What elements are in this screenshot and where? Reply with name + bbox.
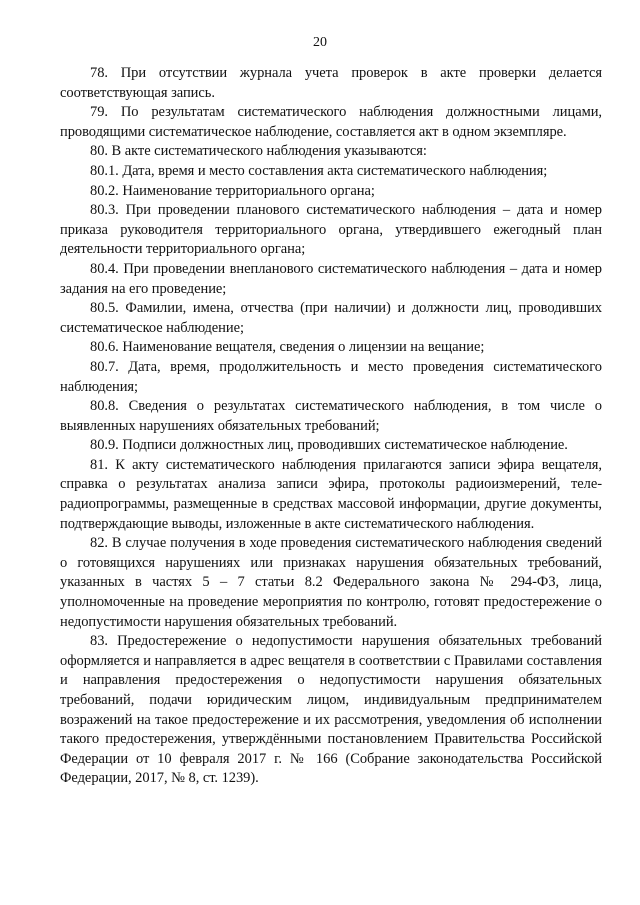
paragraph-80-3: 80.3. При проведении планового систематического наблюдения – дата и номер приказа руководителя территориального органа, утвердившего ежегодный план деятельности территориального органа; bbox=[60, 202, 602, 258]
paragraph-80-2: 80.2. Наименование территориального органа; bbox=[90, 182, 375, 199]
paragraph-80-9: 80.9. Подписи должностных лиц, проводивших систематическое наблюдение. bbox=[90, 437, 568, 454]
paragraph-80-7: 80.7. Дата, время, продолжительность и место проведения систематического наблюдения; bbox=[60, 358, 602, 395]
paragraph-80-1: 80.1. Дата, время и место составления акта систематического наблюдения; bbox=[90, 162, 548, 179]
paragraph-80-5: 80.5. Фамилии, имена, отчества (при наличии) и должности лиц, проводивших систематическое наблюдение; bbox=[60, 300, 602, 336]
paragraph-80-6: 80.6. Наименование вещателя, сведения о лицензии на вещание; bbox=[90, 339, 485, 356]
paragraph-81: 81. К акту систематического наблюдения прилагаются записи эфира вещателя, справка о результатах анализа записи эфира, протоколы радиоизмерений, теле-радиопрограммы, размещенные в средствах массовой информации, другие документы, подтверждающие выводы, изложенные в акте систематического наблюдения. bbox=[60, 456, 602, 532]
paragraph-80-8: 80.8. Сведения о результатах систематического наблюдения, в том числе о выявленных нарушениях обязательных требований; bbox=[60, 398, 602, 434]
page-number: 20 bbox=[313, 35, 327, 50]
paragraph-80: 80. В акте систематического наблюдения указываются: bbox=[90, 143, 427, 160]
paragraph-83: 83. Предостережение о недопустимости нарушения обязательных требований оформляется и направляется в адрес вещателя в соответствии с Правилами составления и направления предостережения о недопустимости нарушения обязательных требований, подачи юридическим лицом, индивидуальным предпринимателем возражений на такое предостережение и их рассмотрения, уведомления об исполнении такого предостережения, утверждёнными постановлением Правительства Российской Федерации от 10 февраля 2017 г. № 166 (Собрание законодательства Российской Федерации, 2017, № 8, ст. 1239). bbox=[60, 633, 602, 787]
paragraph-78: 78. При отсутствии журнала учета проверок в акте проверки делается соответствующая запись. bbox=[60, 65, 602, 101]
document-body bbox=[60, 64, 602, 789]
paragraph-80-4: 80.4. При проведении внепланового систематического наблюдения – дата и номер задания на его проведение; bbox=[60, 260, 602, 297]
paragraph-79: 79. По результатам систематического наблюдения должностными лицами, проводящими систематическое наблюдение, составляется акт в одном экземпляре. bbox=[60, 104, 602, 140]
paragraph-82: 82. В случае получения в ходе проведения систематического наблюдения сведений о готовящихся нарушениях или признаках нарушения обязательных требований, указанных в частях 5 – 7 статьи 8.2 Федерального закона № 294-ФЗ, лица, уполномоченные на проведение мероприятия по контролю, готовят предостережение о недопустимости нарушения обязательных требований. bbox=[60, 535, 602, 630]
